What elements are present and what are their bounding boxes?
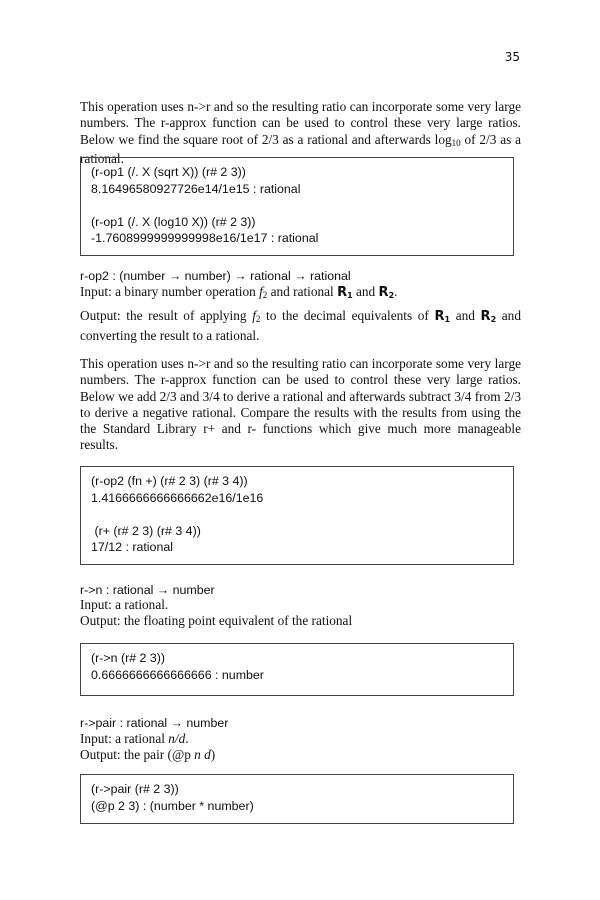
r-to-pair-input: Input: a rational n/d.: [80, 731, 189, 746]
r-to-n-input: Input: a rational.: [80, 597, 169, 612]
r-to-n-output: Output: the floating point equivalent of the rational: [80, 613, 353, 628]
code-result: -1.7608999999999998e16/1e17 : rational: [91, 231, 319, 245]
code-example-box-3: [80, 643, 514, 696]
code-result: 8.16496580927726e14/1e15 : rational: [91, 181, 301, 196]
code-result: (@p 2 3) : (number * number): [91, 798, 254, 813]
code-line: (r+ (r# 2 3) (r# 3 4)): [91, 523, 201, 538]
code-line: (r->pair (r# 2 3)): [91, 782, 179, 796]
code-result: 1.4166666666666662e16/1e16: [91, 490, 264, 505]
code-example-box-4: [80, 774, 514, 824]
code-line: (r->n (r# 2 3)): [91, 651, 166, 665]
code-result: 0.6666666666666666 : number: [91, 667, 264, 682]
intro-paragraph-2: This operation uses n->r and so the resulting ratio can incorporate some very large numbers. The r-approx function can be used to control these very large ratios. Below we add 2/3 and 3/4 to derive a rational and afterwards subtract 3/4 from 2/3 to derive a negative rational. Compare the results with the results from using the the Standard Library r+ and r- functions which give much more manageable results.: [80, 356, 521, 453]
intro-paragraph-1: This operation uses n->r and so the resulting ratio can incorporate some very large numbers. The r-approx function can be used to control these very large ratios. Below we find the square root of 2/3 as a rational and afterwards $\log_{10}$ of 2/3 as a rational.: [80, 99, 521, 166]
code-line: (r-op2 (fn +) (r# 2 3) (r# 3 4)): [91, 474, 248, 488]
r-op2-output: Output: the result of applying $f_2$ to the decimal equivalents of $R_1$ and $R_2$ and converting the result to a rational.: [80, 308, 521, 344]
code-line: (r-op1 (/. X (log10 X)) (r# 2 3)): [91, 214, 256, 229]
code-example-box-2: [80, 466, 514, 565]
page-number: 35: [504, 50, 520, 64]
code-example-box-1: [80, 157, 514, 256]
r-to-pair-output: Output: the pair (@p n d): [80, 747, 216, 762]
r-op2-input: Input: a binary number operation $f_2$ and rational $R_1$ and $R_2$.: [80, 284, 398, 300]
r-to-n-signature: r->n : rational → number: [80, 583, 215, 597]
code-result: 17/12 : rational: [91, 540, 173, 554]
r-op2-signature: r-op2 : (number → number) → rational → rational: [80, 269, 351, 283]
r-to-pair-signature: r->pair : rational → number: [80, 716, 229, 730]
code-line: (r-op1 (/. X (sqrt X)) (r# 2 3)): [91, 165, 246, 179]
